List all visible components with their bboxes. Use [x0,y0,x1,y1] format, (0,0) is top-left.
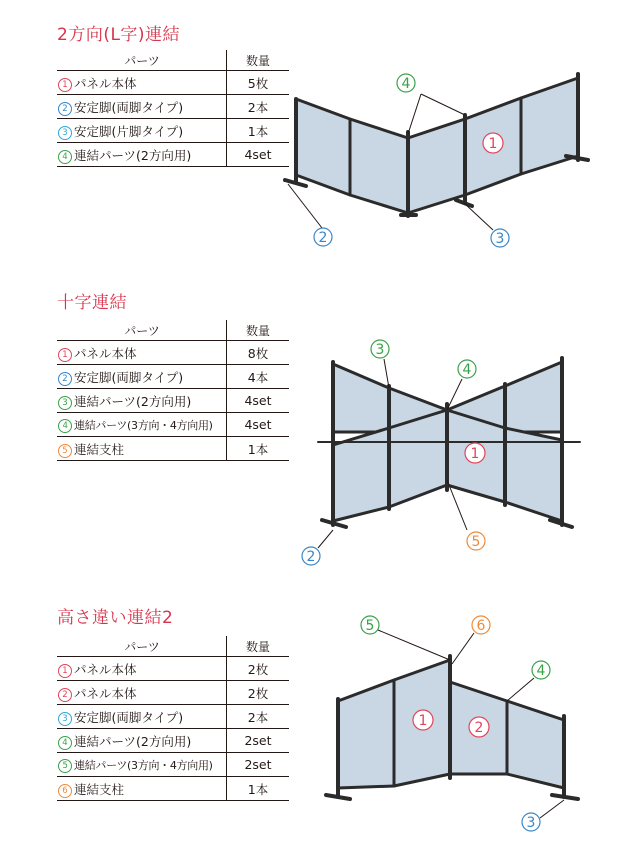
foot [552,795,578,799]
part-name: 安定脚(両脚タイプ) [74,709,184,725]
callout-3 [371,340,389,358]
callout-2 [302,547,320,565]
panel [296,99,350,195]
part-name: パネル本体 [74,75,137,91]
part-qty: 4set [227,389,290,413]
part-name: 安定脚(両脚タイプ) [74,369,184,385]
header-parts: パーツ [57,636,227,657]
svg-text:3: 3 [495,231,505,247]
part-qty: 5枚 [227,71,290,95]
part-qty: 2枚 [227,681,290,705]
callout-2 [469,717,489,737]
number-badge: 3 [58,126,72,140]
svg-text:1: 1 [418,713,428,729]
number-badge: 4 [58,736,72,750]
number-badge: 3 [58,712,72,726]
part-qty: 1本 [227,119,290,143]
callout-6 [472,616,490,634]
number-badge: 4 [58,150,72,164]
foot [326,795,350,799]
panel [333,364,389,432]
header-parts: パーツ [57,320,227,341]
callout-5 [361,616,379,634]
part-name: 連結パーツ(2方向用) [74,147,192,163]
svg-text:2: 2 [318,230,328,246]
part-qty: 2set [227,729,290,753]
panel [350,119,408,213]
part-qty: 2set [227,753,290,777]
svg-text:3: 3 [375,342,385,358]
number-badge: 5 [58,759,72,773]
svg-text:1: 1 [488,136,498,152]
svg-text:6: 6 [476,618,486,634]
callout-1 [413,710,433,730]
height-diff-diagram [326,616,578,831]
header-qty: 数量 [227,320,290,341]
number-badge: 1 [58,348,72,362]
number-badge: 4 [58,419,72,433]
callout-5 [467,532,485,550]
part-name: 連結パーツ(3方向・4方向用) [74,418,213,432]
header-qty: 数量 [227,50,290,71]
part-name: 連結支柱 [74,781,125,797]
section-title: 高さ違い連結2 [57,608,174,628]
number-badge: 1 [58,78,72,92]
svg-text:4: 4 [536,663,546,679]
svg-text:1: 1 [470,446,480,462]
part-qty: 1本 [227,437,290,461]
svg-text:5: 5 [365,618,375,634]
callout-4 [458,360,476,378]
svg-text:3: 3 [526,815,536,831]
number-badge: 1 [58,664,72,678]
part-name: 連結パーツ(2方向用) [74,393,192,409]
callout-3 [491,229,509,247]
part-qty: 2枚 [227,657,290,681]
callout-2 [314,228,332,246]
part-qty: 4set [227,143,290,167]
number-badge: 5 [58,444,72,458]
number-badge: 2 [58,372,72,386]
svg-text:4: 4 [401,76,411,92]
panel [521,78,578,174]
header-qty: 数量 [227,636,290,657]
part-qty: 8枚 [227,341,290,365]
part-name: パネル本体 [74,661,137,677]
part-qty: 2本 [227,705,290,729]
callout-3 [522,813,540,831]
svg-text:2: 2 [306,549,316,565]
callout-4 [397,74,415,92]
part-qty: 2本 [227,95,290,119]
callout-1 [483,133,503,153]
number-badge: 6 [58,784,72,798]
svg-text:2: 2 [474,720,484,736]
section-title: 2方向(L字)連結 [57,25,181,45]
part-name: 連結支柱 [74,441,125,457]
part-name: 連結パーツ(2方向用) [74,733,192,749]
part-name: パネル本体 [74,345,137,361]
number-badge: 2 [58,688,72,702]
header-parts: パーツ [57,50,227,71]
panel [389,410,447,507]
part-name: 安定脚(片脚タイプ) [74,123,184,139]
number-badge: 3 [58,396,72,410]
section-title: 十字連結 [57,293,127,313]
panel [505,362,562,432]
callout-4 [532,661,550,679]
part-qty: 4本 [227,365,290,389]
callout-1 [465,443,485,463]
part-qty: 4set [227,413,290,437]
svg-text:4: 4 [462,362,472,378]
part-name: 安定脚(両脚タイプ) [74,99,184,115]
l-shape-diagram [285,74,588,247]
part-qty: 1本 [227,777,290,801]
part-name: パネル本体 [74,685,137,701]
panel [507,701,564,788]
number-badge: 2 [58,102,72,116]
panel [338,680,394,788]
svg-text:5: 5 [471,534,481,550]
cross-diagram [302,340,580,565]
part-name: 連結パーツ(3方向・4方向用) [74,758,213,772]
